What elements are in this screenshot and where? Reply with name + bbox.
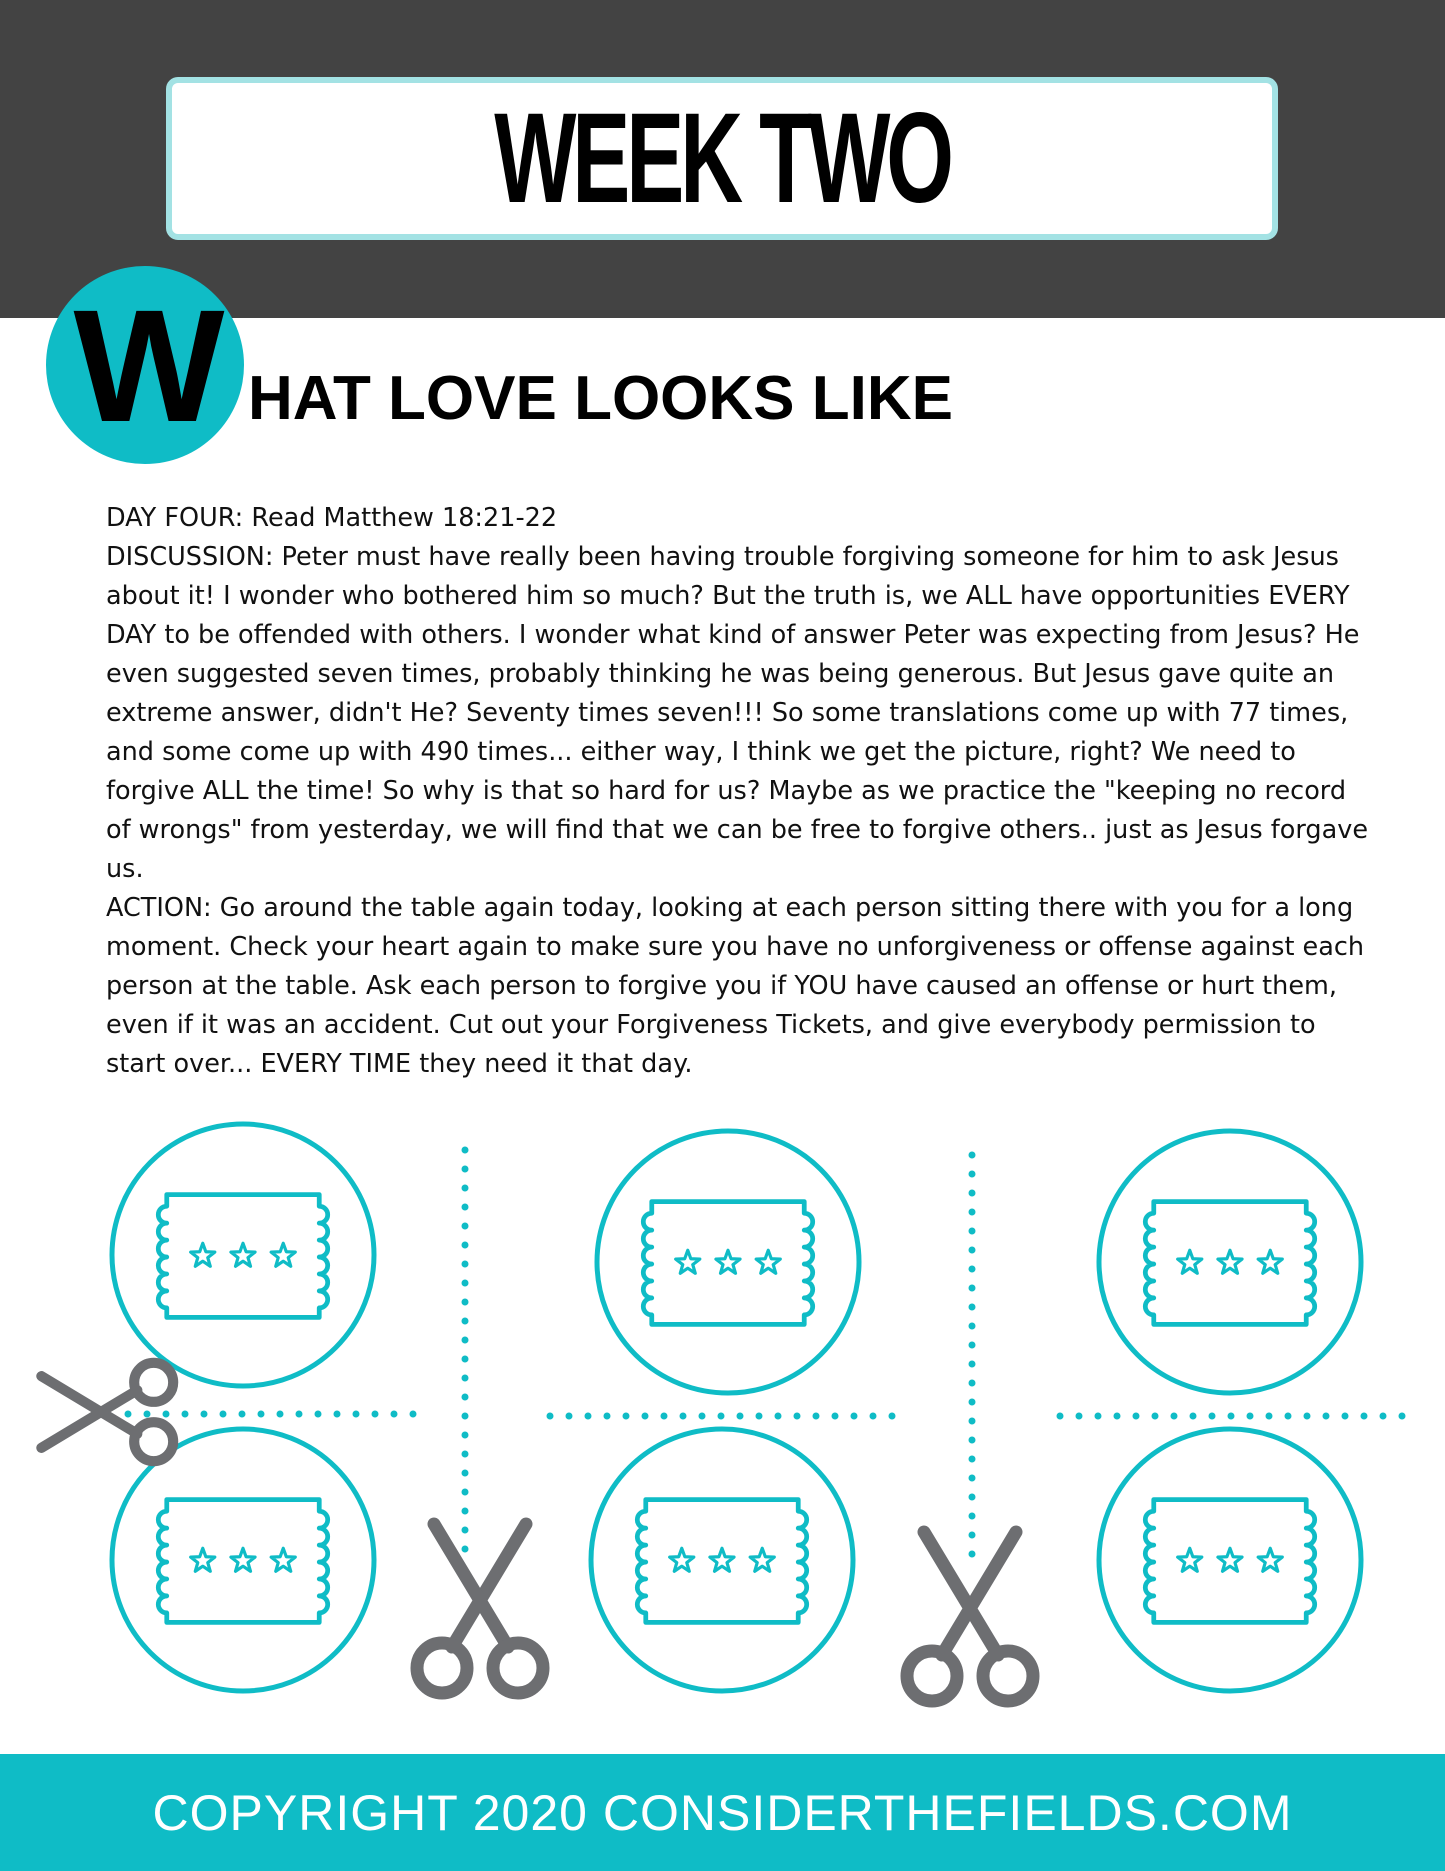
ticket-6 bbox=[1099, 1429, 1361, 1691]
ticket-2 bbox=[597, 1131, 859, 1393]
footer bbox=[0, 1754, 1445, 1871]
ticket-4 bbox=[112, 1429, 374, 1691]
page-title: WEEK TWO bbox=[494, 86, 950, 230]
ticket-3 bbox=[1099, 1131, 1361, 1393]
discussion-paragraph: DISCUSSION: Peter must have really been having trouble forgiving someone for him to ask Jesus about it! I wonder who bothered him so much? But the truth is, we ALL have opportunities EVERY DAY to be offended with others. I wonder what kind of answer Peter was expecting from Jesus? He even suggested seven times, probably thinking he was being generous. But Jesus gave quite an extreme answer, didn't He? Seventy times seven!!! So some translations come up with 77 times, and some come up with 490 times... either way, I think we get the picture, right? We need to forgive ALL the time! So why is that so hard for us? Maybe as we practice the "keeping no record of wrongs" from yesterday, we will find that we can be free to forgive others.. just as Jesus forgave us. bbox=[106, 542, 1369, 884]
forgiveness-tickets bbox=[0, 1110, 1445, 1750]
body-text bbox=[106, 499, 1376, 1084]
ticket-1 bbox=[112, 1124, 374, 1386]
copyright-text: COPYRIGHT 2020 CONSIDERTHEFIELDS.COM bbox=[152, 1784, 1293, 1841]
day-heading: DAY FOUR: Read Matthew 18:21-22 bbox=[106, 503, 558, 533]
scissors-icon bbox=[41, 1363, 173, 1461]
initial-letter: W bbox=[73, 276, 219, 455]
section-title: HAT LOVE LOOKS LIKE bbox=[248, 364, 953, 433]
scissors-icon bbox=[907, 1532, 1033, 1701]
scissors-icon bbox=[417, 1524, 543, 1693]
action-paragraph: ACTION: Go around the table again today, looking at each person sitting there with you for a long moment. Check your heart again to make sure you have no unforgiveness or offense against each person at the table. Ask each person to forgive you if YOU have caused an offense or hurt them, even if it was an accident. Cut out your Forgiveness Tickets, and give everybody permission to start over... EVERY TIME they need it that day. bbox=[106, 893, 1365, 1079]
ticket-5 bbox=[591, 1429, 853, 1691]
title-box bbox=[166, 77, 1278, 240]
